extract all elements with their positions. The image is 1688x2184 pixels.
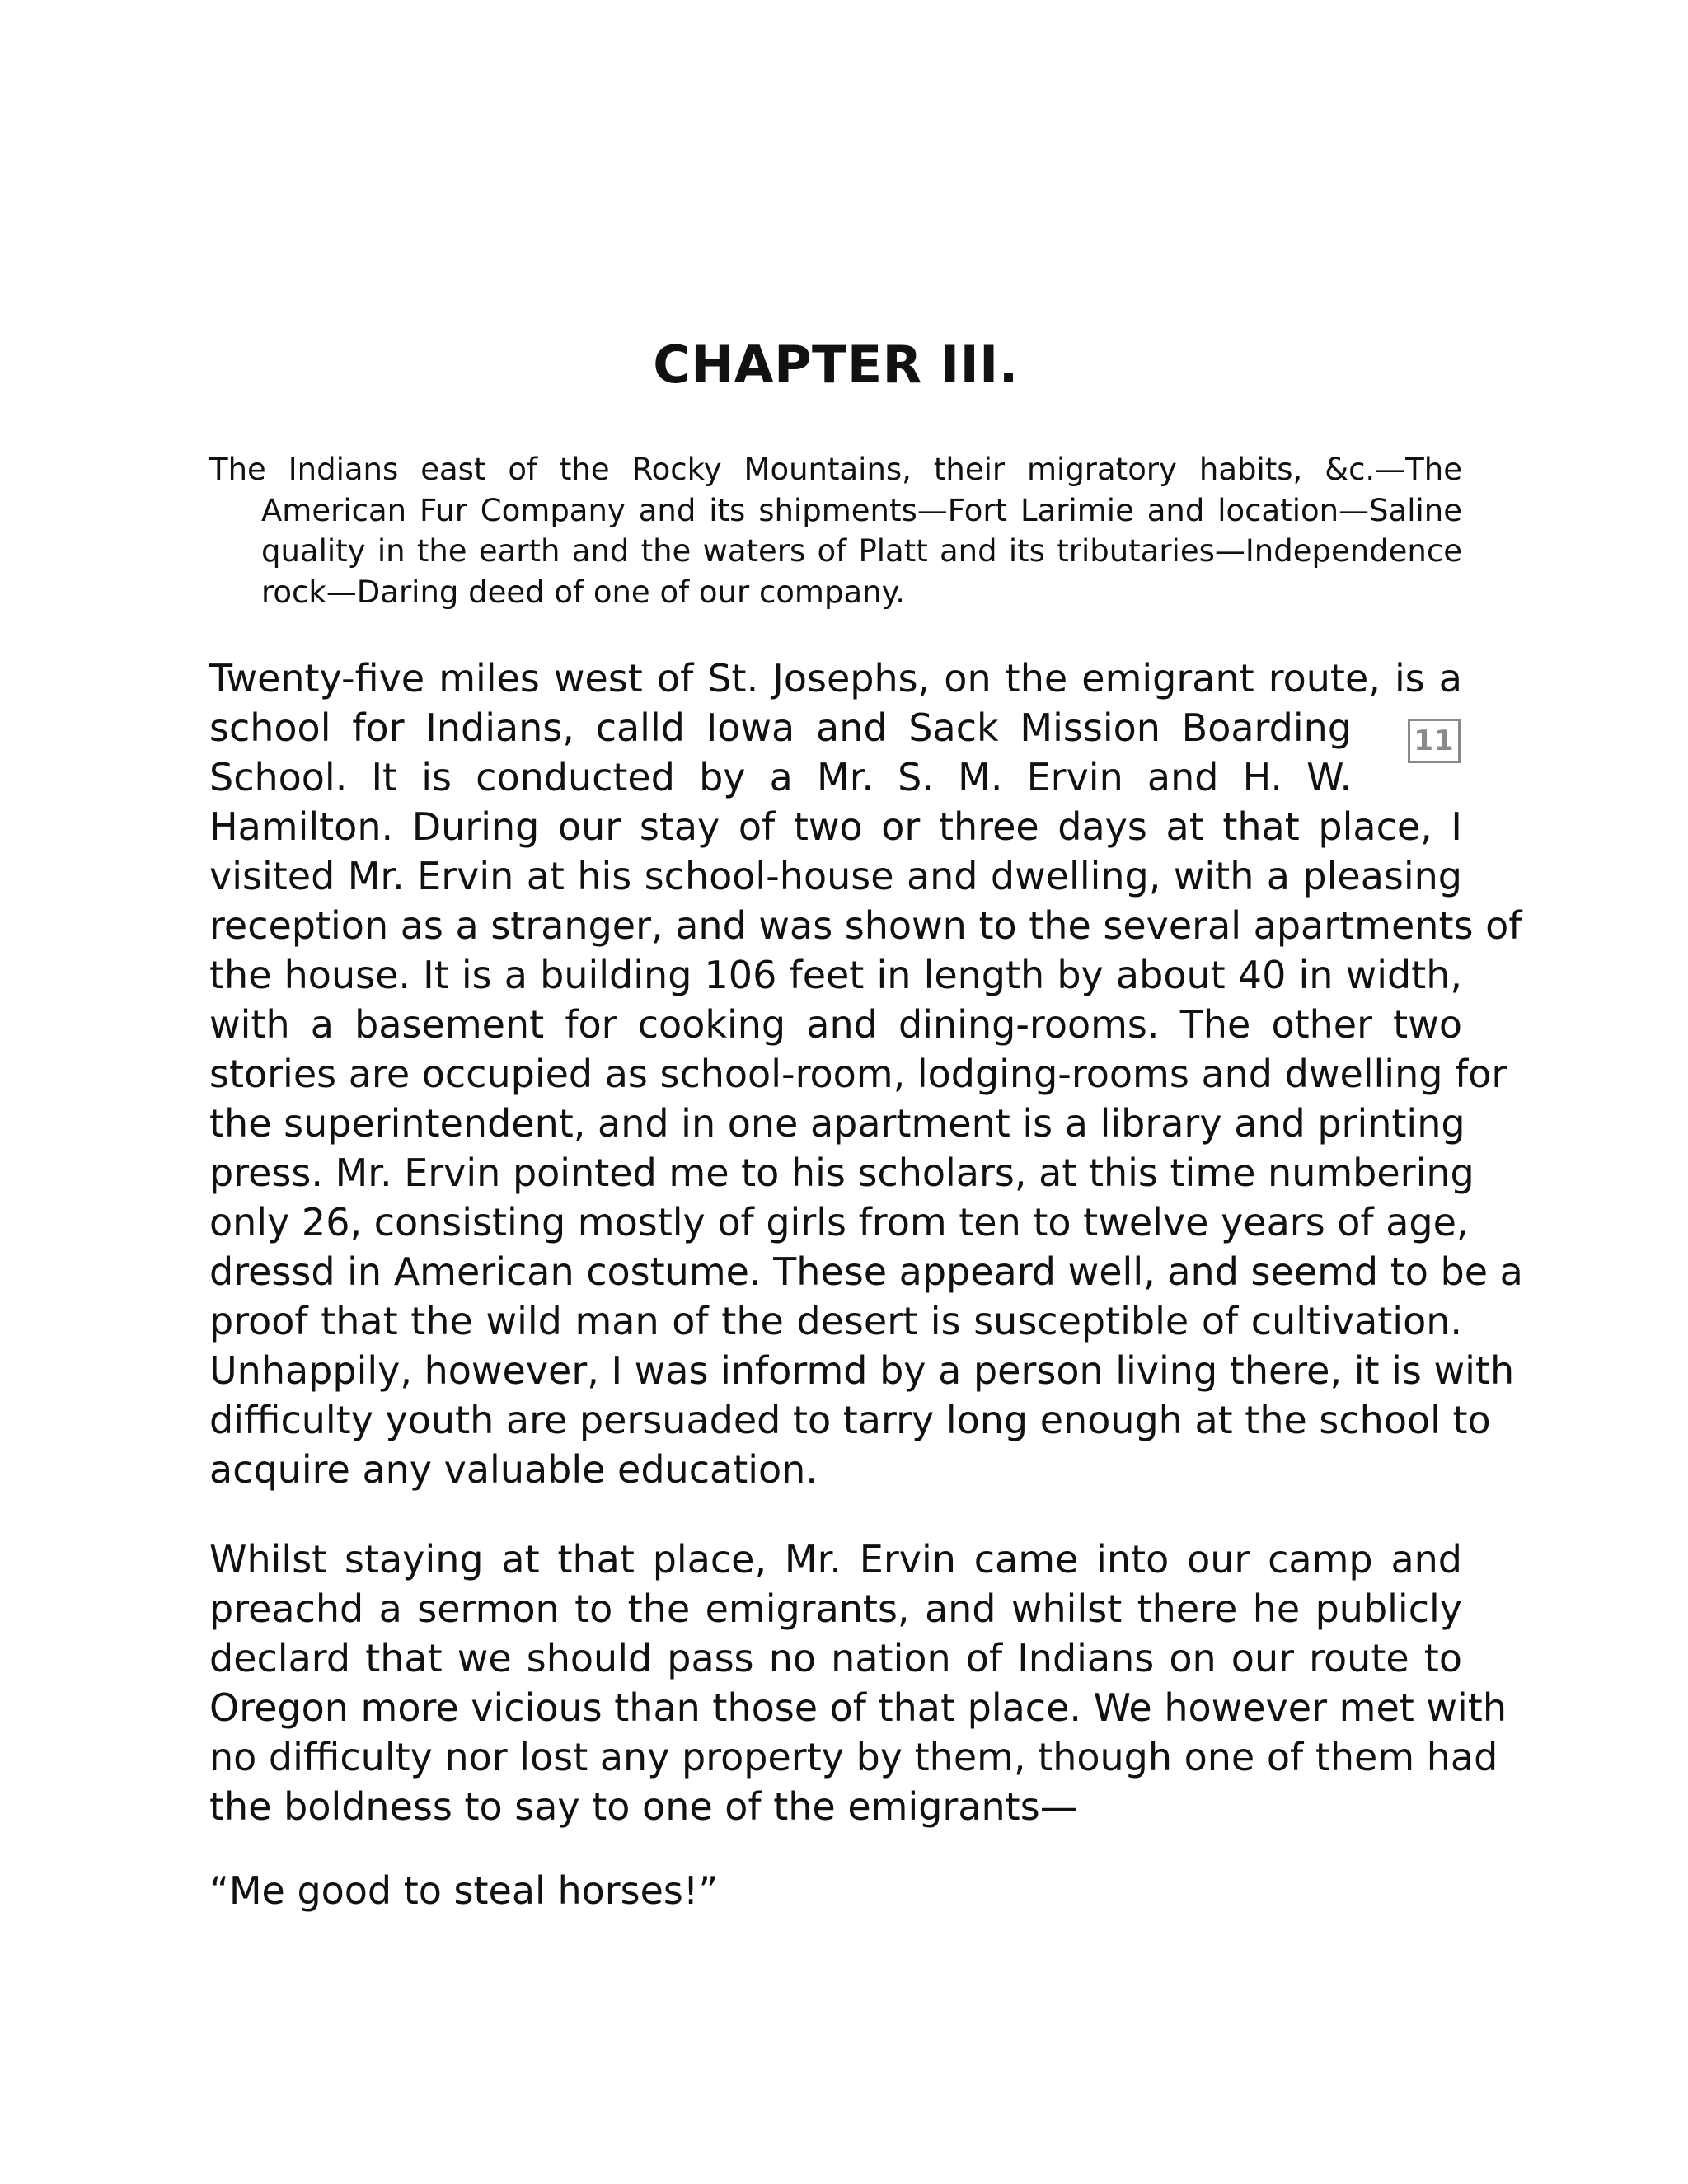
paragraph-line: stories are occupied as school-room, lodging-rooms and dwelling for	[209, 1052, 1507, 1096]
paragraph-line: the boldness to say to one of the emigrants—	[209, 1784, 1078, 1829]
paragraph-line: the superintendent, and in one apartment is a library and printing	[209, 1101, 1465, 1146]
paragraph-line: dressd in American costume. These appeard well, and seemd to be a	[209, 1249, 1523, 1294]
paragraph-line: with a basement for cooking and dining-rooms. The other two	[209, 1002, 1462, 1047]
paragraph-line: proof that the wild man of the desert is susceptible of cultivation.	[209, 1299, 1462, 1343]
paragraph-school	[209, 654, 1523, 1494]
paragraph-line: only 26, consisting mostly of girls from ten to twelve years of age,	[209, 1200, 1469, 1244]
page-number-marker: 11	[1408, 719, 1461, 763]
paragraph-line: declard that we should pass no nation of Indians on our route to	[209, 1636, 1462, 1680]
paragraph-line: difficulty youth are persuaded to tarry long enough at the school to	[209, 1398, 1491, 1442]
paragraph-line: Oregon more vicious than those of that place. We however met with	[209, 1685, 1507, 1730]
paragraph-line: press. Mr. Ervin pointed me to his scholars, at this time numbering	[209, 1151, 1475, 1195]
chapter-title: CHAPTER III.	[653, 335, 1019, 395]
paragraph-sermon	[209, 1535, 1507, 1831]
paragraph-line: Whilst staying at that place, Mr. Ervin came into our camp and	[209, 1537, 1462, 1582]
paragraph-line: preachd a sermon to the emigrants, and whilst there he publicly	[209, 1586, 1462, 1631]
paragraph-line: Twenty-five miles west of St. Josephs, on the emigrant route, is a	[209, 656, 1462, 701]
paragraph-line: Unhappily, however, I was informd by a person living there, it is with	[209, 1348, 1515, 1393]
paragraph-line: School. It is conducted by a Mr. S. M. Ervin and H. W.	[209, 755, 1352, 799]
paragraph-line: the house. It is a building 106 feet in length by about 40 in width,	[209, 953, 1462, 997]
paragraph-line: school for Indians, calld Iowa and Sack Mission Boarding	[209, 705, 1352, 750]
paragraph-line: reception as a stranger, and was shown to the several apartments of	[209, 903, 1522, 948]
paragraph-line: acquire any valuable education.	[209, 1447, 818, 1492]
paragraph-line: Hamilton. During our stay of two or three days at that place, I	[209, 804, 1462, 849]
synopsis-continuation: American Fur Company and its shipments—Fort Larimie and location—Saline quality in the earth and the waters of Platt and its tributaries—Independence rock—Daring deed of one of our company.	[261, 492, 1462, 610]
paragraph-quote	[209, 1866, 1462, 1915]
chapter-synopsis	[209, 449, 1462, 612]
synopsis-first-line: The Indians east of the Rocky Mountains, their migratory habits, &c.—The	[209, 452, 1462, 487]
paragraph-line: no difficulty nor lost any property by them, though one of them had	[209, 1735, 1498, 1779]
paragraph-line: visited Mr. Ervin at his school-house and dwelling, with a pleasing	[209, 854, 1462, 898]
quote-line: “Me good to steal horses!”	[209, 1868, 719, 1913]
